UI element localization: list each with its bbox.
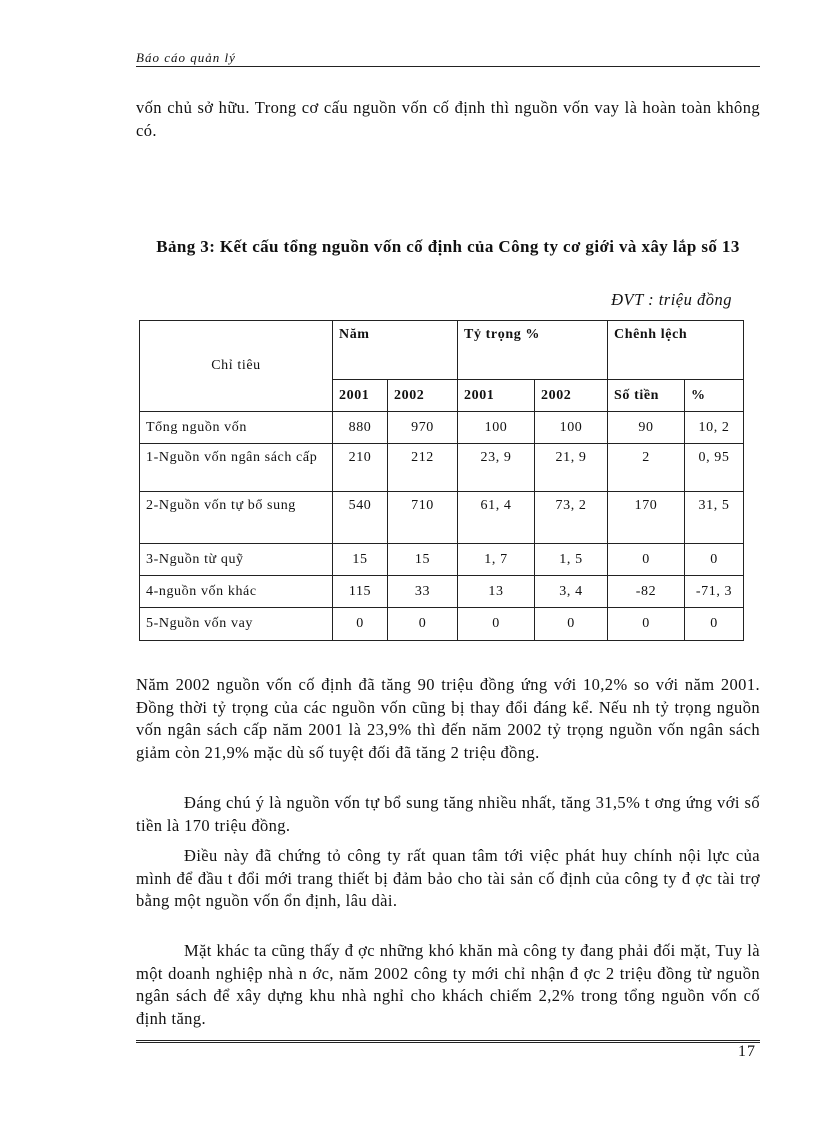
cell: 15 <box>388 544 458 576</box>
cell: 970 <box>388 412 458 444</box>
cell: 21, 9 <box>535 444 608 492</box>
table-row <box>140 544 744 576</box>
paragraph-4: Mặt khác ta cũng thấy đ ợc những khó khăn mà công ty đang phải đối mặt, Tuy là một doanh nghiệp nhà n ớc, năm 2002 công ty mới chỉ nhận đ ợc 2 triệu đồng từ nguồn ngân sách để xây dựng khu nhà nghỉ cho khách chiếm 2,2% trong tổng nguồn vốn cố định tăng. <box>136 941 760 1028</box>
table-row <box>140 444 744 492</box>
subheader-year-2002: 2002 <box>388 380 458 412</box>
cell: 170 <box>608 492 685 544</box>
header-indicator: Chỉ tiêu <box>140 321 333 412</box>
row-label: 1-Nguồn vốn ngân sách cấp <box>140 444 333 492</box>
table-row <box>140 492 744 544</box>
cell: 0 <box>458 608 535 641</box>
cell: 10, 2 <box>685 412 744 444</box>
cell: 710 <box>388 492 458 544</box>
cell: 61, 4 <box>458 492 535 544</box>
cell: 3, 4 <box>535 576 608 608</box>
page-header: Báo cáo quản lý <box>136 50 236 65</box>
intro-paragraph: vốn chủ sở hữu. Trong cơ cấu nguồn vốn cố định thì nguồn vốn vay là hoàn toàn không có. <box>136 98 760 140</box>
cell: 880 <box>333 412 388 444</box>
subheader-percent: % <box>685 380 744 412</box>
cell: 73, 2 <box>535 492 608 544</box>
table-title: Bảng 3: Kết cấu tổng nguồn vốn cố định của Công ty cơ giới và xây lắp số 13 <box>156 237 740 256</box>
cell: 100 <box>458 412 535 444</box>
header-difference: Chênh lệch <box>608 321 744 380</box>
cell: 540 <box>333 492 388 544</box>
cell: 33 <box>388 576 458 608</box>
header-year: Năm <box>333 321 458 380</box>
cell: 15 <box>333 544 388 576</box>
cell: 115 <box>333 576 388 608</box>
cell: 210 <box>333 444 388 492</box>
paragraph-1: Năm 2002 nguồn vốn cố định đã tăng 90 triệu đồng ứng với 10,2% so với năm 2001. Đồng thời tỷ trọng của các nguồn vốn cũng bị thay đổi đáng kể. Nếu nh tỷ trọng nguồn vốn ngân sách cấp năm 2001 là 23,9% thì đến năm 2002 tỷ trọng nguồn vốn ngân sách giảm còn 21,9% mặc dù số tuyệt đối đã tăng 2 triệu đồng. <box>136 675 760 762</box>
header-share: Tỷ trọng % <box>458 321 608 380</box>
cell: -71, 3 <box>685 576 744 608</box>
row-label: 5-Nguồn vốn vay <box>140 608 333 641</box>
subheader-share-2001: 2001 <box>458 380 535 412</box>
header-divider <box>136 66 760 67</box>
cell: 0 <box>608 544 685 576</box>
cell: 0 <box>388 608 458 641</box>
cell: 0 <box>685 544 744 576</box>
cell: 0, 95 <box>685 444 744 492</box>
cell: 100 <box>535 412 608 444</box>
cell: 1, 5 <box>535 544 608 576</box>
cell: 0 <box>685 608 744 641</box>
cell: 31, 5 <box>685 492 744 544</box>
subheader-year-2001: 2001 <box>333 380 388 412</box>
row-label: 3-Nguồn từ quỹ <box>140 544 333 576</box>
row-label: Tổng nguồn vốn <box>140 412 333 444</box>
unit-label: ĐVT : triệu đồng <box>611 290 732 309</box>
subheader-amount: Số tiền <box>608 380 685 412</box>
cell: 1, 7 <box>458 544 535 576</box>
subheader-share-2002: 2002 <box>535 380 608 412</box>
paragraph-2: Đáng chú ý là nguồn vốn tự bổ sung tăng nhiều nhất, tăng 31,5% t ơng ứng với số tiền là 170 triệu đồng. <box>136 793 760 835</box>
paragraph-3: Điều này đã chứng tỏ công ty rất quan tâm tới việc phát huy chính nội lực của mình để đầu t đổi mới trang thiết bị đảm bảo cho tài sản cố định của công ty đ ợc tài trợ bằng một nguồn vốn ổn định, lâu dài. <box>136 846 760 910</box>
cell: -82 <box>608 576 685 608</box>
capital-structure-table <box>139 320 744 641</box>
table-row <box>140 608 744 641</box>
cell: 2 <box>608 444 685 492</box>
footer-divider <box>136 1040 760 1043</box>
cell: 0 <box>608 608 685 641</box>
cell: 0 <box>333 608 388 641</box>
cell: 212 <box>388 444 458 492</box>
row-label: 2-Nguồn vốn tự bổ sung <box>140 492 333 544</box>
page-number: 17 <box>738 1043 756 1060</box>
table-row <box>140 412 744 444</box>
cell: 23, 9 <box>458 444 535 492</box>
table-row <box>140 576 744 608</box>
cell: 0 <box>535 608 608 641</box>
cell: 90 <box>608 412 685 444</box>
cell: 13 <box>458 576 535 608</box>
row-label: 4-nguồn vốn khác <box>140 576 333 608</box>
